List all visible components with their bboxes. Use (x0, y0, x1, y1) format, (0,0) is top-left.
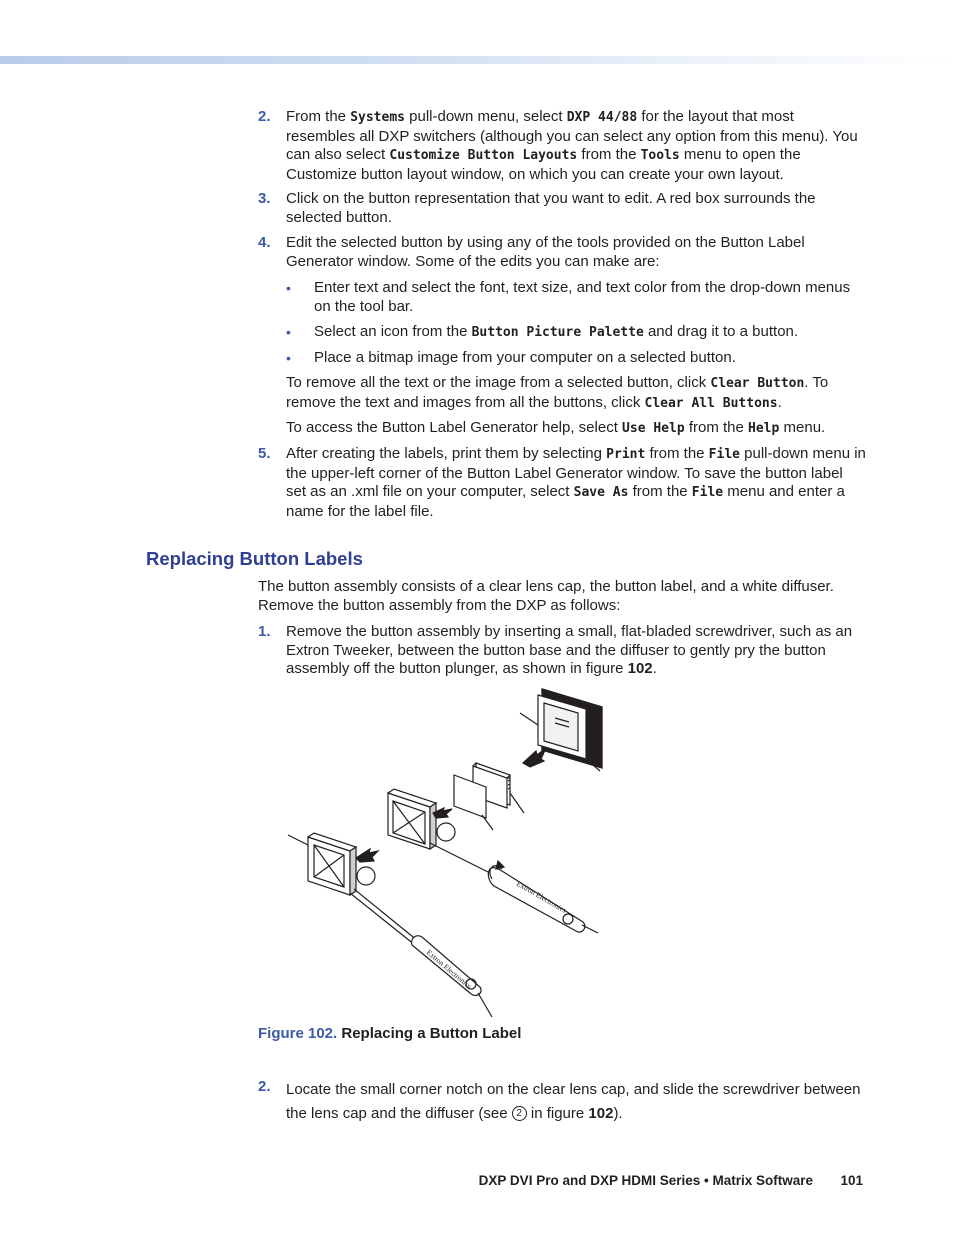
lens-cap-left (288, 833, 356, 895)
step-text: From the Systems pull-down menu, select DXP 44/88 for the layout that most resembles all DXP switchers (although you can select any option from this menu). You can also select Customize Button Layouts from the Tools menu to open the Customize button layout window, on which you can create your own layout. (286, 108, 858, 183)
section-intro: The button assembly consists of a clear lens cap, the button label, and a white diffuser. Remove the button assembly from the DXP as follows: (258, 578, 834, 614)
bullet: • (286, 324, 291, 340)
footer-title: DXP DVI Pro and DXP HDMI Series • Matrix Software (478, 1173, 813, 1188)
step-number: 2. (258, 1078, 271, 1095)
screwdriver-left (350, 889, 492, 1017)
remove-text: To remove all the text or the image from a selected button, click Clear Button. To remove the text and images from all the buttons, click Clear All Buttons. (286, 374, 829, 411)
step-text: Remove the button assembly by inserting a small, flat-bladed screwdriver, such as an Extron Tweeker, between the button base and the diffuser to gently pry the button assembly off the button plunger, as shown in figure 102. (286, 623, 853, 678)
callout-circle (357, 867, 375, 885)
step-text: Locate the small corner notch on the clear lens cap, and slide the screwdriver between the lens cap and the diffuser (see 2 in figure 102). (286, 1081, 861, 1122)
brand-text: Extron Electronics (424, 947, 474, 991)
step-number: 4. (258, 234, 271, 251)
step-text: Click on the button representation that you want to edit. A red box surrounds the selected button. (286, 190, 816, 226)
bullet-text: Place a bitmap image from your computer on a selected button. (314, 349, 736, 366)
bullet-text: Enter text and select the font, text size, and text color from the drop-down menus on the tool bar. (314, 279, 851, 315)
figure-caption: Figure 102. Replacing a Button Label (258, 1025, 522, 1042)
brand-text: Extron Electronics (515, 878, 569, 915)
step-number: 5. (258, 445, 271, 462)
callout-circle (437, 823, 455, 841)
bullet: • (286, 280, 291, 296)
step-text: Edit the selected button by using any of the tools provided on the Button Label Generator window. Some of the edits you can make are: (286, 234, 805, 270)
callout-circle: 2 (512, 1106, 527, 1121)
arrow-icon (356, 849, 378, 862)
header-bar (0, 56, 954, 64)
step-text: After creating the labels, print them by selecting Print from the File pull-down menu in the upper-left corner of the Button Label Generator window. To save the button label set as an .xml file on your computer, select Save As from the File menu and enter a name for the label file. (286, 445, 866, 520)
arrow-icon (523, 748, 546, 767)
lens-cap-middle (388, 789, 436, 849)
help-text: To access the Button Label Generator help, select Use Help from the Help menu. (286, 419, 826, 436)
page-number: 101 (840, 1173, 863, 1188)
step-number: 2. (258, 108, 271, 125)
step-number: 1. (258, 623, 271, 640)
button-replacement-illustration (280, 683, 620, 1023)
bullet: • (286, 350, 291, 366)
section-heading: Replacing Button Labels (146, 548, 363, 569)
screwdriver-middle (430, 843, 598, 933)
step-number: 3. (258, 190, 271, 207)
bullet-text: Select an icon from the Button Picture Palette and drag it to a button. (314, 323, 799, 340)
